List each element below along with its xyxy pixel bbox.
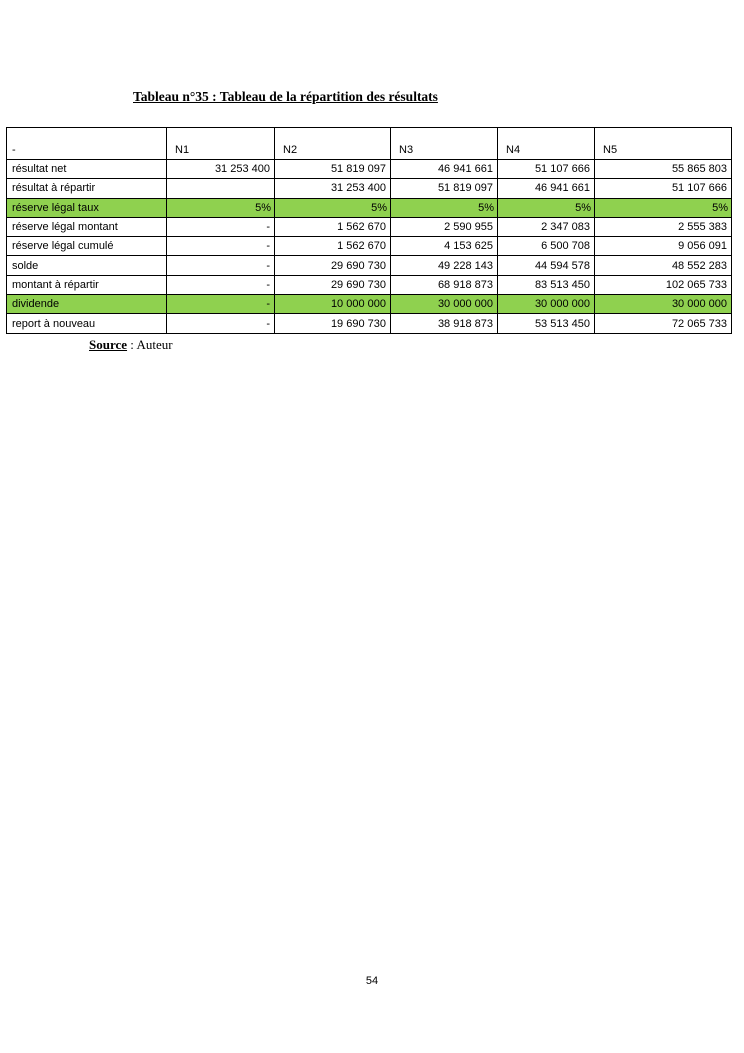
table-cell: 9 056 091 [595, 237, 732, 256]
table-cell: 46 941 661 [498, 179, 595, 198]
table-cell: 46 941 661 [391, 160, 498, 179]
table-cell: - [167, 237, 275, 256]
source-note [89, 337, 173, 353]
table-cell: 31 253 400 [275, 179, 391, 198]
table-cell: 44 594 578 [498, 256, 595, 275]
table-cell: 5% [391, 198, 498, 217]
table-cell: 30 000 000 [498, 295, 595, 314]
row-label: réserve légal montant [7, 217, 167, 236]
table-row [7, 275, 732, 294]
table-cell: 5% [167, 198, 275, 217]
table-cell: 29 690 730 [275, 275, 391, 294]
table-cell: 19 690 730 [275, 314, 391, 333]
table-cell: 1 562 670 [275, 237, 391, 256]
table-cell: 2 555 383 [595, 217, 732, 236]
column-header-5: N5 [595, 128, 732, 160]
table-cell: 51 107 666 [595, 179, 732, 198]
table-row [7, 237, 732, 256]
table-cell: 30 000 000 [391, 295, 498, 314]
row-label: dividende [7, 295, 167, 314]
table-cell: 2 347 083 [498, 217, 595, 236]
table-cell: - [167, 314, 275, 333]
row-label: réserve légal taux [7, 198, 167, 217]
column-header-4: N4 [498, 128, 595, 160]
table-row [7, 295, 732, 314]
table-cell: 30 000 000 [595, 295, 732, 314]
table-cell: 48 552 283 [595, 256, 732, 275]
column-header-2: N2 [275, 128, 391, 160]
table-cell: 51 819 097 [391, 179, 498, 198]
table-cell: 83 513 450 [498, 275, 595, 294]
row-label: montant à répartir [7, 275, 167, 294]
table-header-row [7, 128, 732, 160]
row-label: résultat net [7, 160, 167, 179]
table-cell: 68 918 873 [391, 275, 498, 294]
table-row [7, 179, 732, 198]
table-row [7, 198, 732, 217]
table-cell: 5% [498, 198, 595, 217]
table-cell: 5% [275, 198, 391, 217]
table-cell: 5% [595, 198, 732, 217]
table-cell: 29 690 730 [275, 256, 391, 275]
table-row [7, 160, 732, 179]
table-title: Tableau n°35 : Tableau de la répartition des résultats [133, 89, 438, 104]
results-distribution-table [6, 127, 732, 334]
table-cell: 102 065 733 [595, 275, 732, 294]
table-cell: 49 228 143 [391, 256, 498, 275]
source-label: Source [89, 337, 128, 352]
column-header-1: N1 [167, 128, 275, 160]
table-cell: - [167, 256, 275, 275]
table-cell: - [167, 275, 275, 294]
page-number: 54 [365, 975, 379, 987]
table-row [7, 217, 732, 236]
table-cell: 2 590 955 [391, 217, 498, 236]
table-cell: - [167, 295, 275, 314]
table-cell: 1 562 670 [275, 217, 391, 236]
table-cell: 51 819 097 [275, 160, 391, 179]
column-header-3: N3 [391, 128, 498, 160]
table-cell: 31 253 400 [167, 160, 275, 179]
table-cell [167, 179, 275, 198]
table-cell: 51 107 666 [498, 160, 595, 179]
table-cell: 53 513 450 [498, 314, 595, 333]
row-label: report à nouveau [7, 314, 167, 333]
row-label: solde [7, 256, 167, 275]
source-author: : Auteur [127, 337, 173, 352]
table-cell: 10 000 000 [275, 295, 391, 314]
row-label: résultat à répartir [7, 179, 167, 198]
table-cell: 55 865 803 [595, 160, 732, 179]
table-row [7, 256, 732, 275]
table-cell: 72 065 733 [595, 314, 732, 333]
table-cell: 6 500 708 [498, 237, 595, 256]
table-cell: 4 153 625 [391, 237, 498, 256]
table-row [7, 314, 732, 333]
table-cell: - [167, 217, 275, 236]
header-corner-cell: - [7, 128, 167, 160]
table-cell: 38 918 873 [391, 314, 498, 333]
row-label: réserve légal cumulé [7, 237, 167, 256]
